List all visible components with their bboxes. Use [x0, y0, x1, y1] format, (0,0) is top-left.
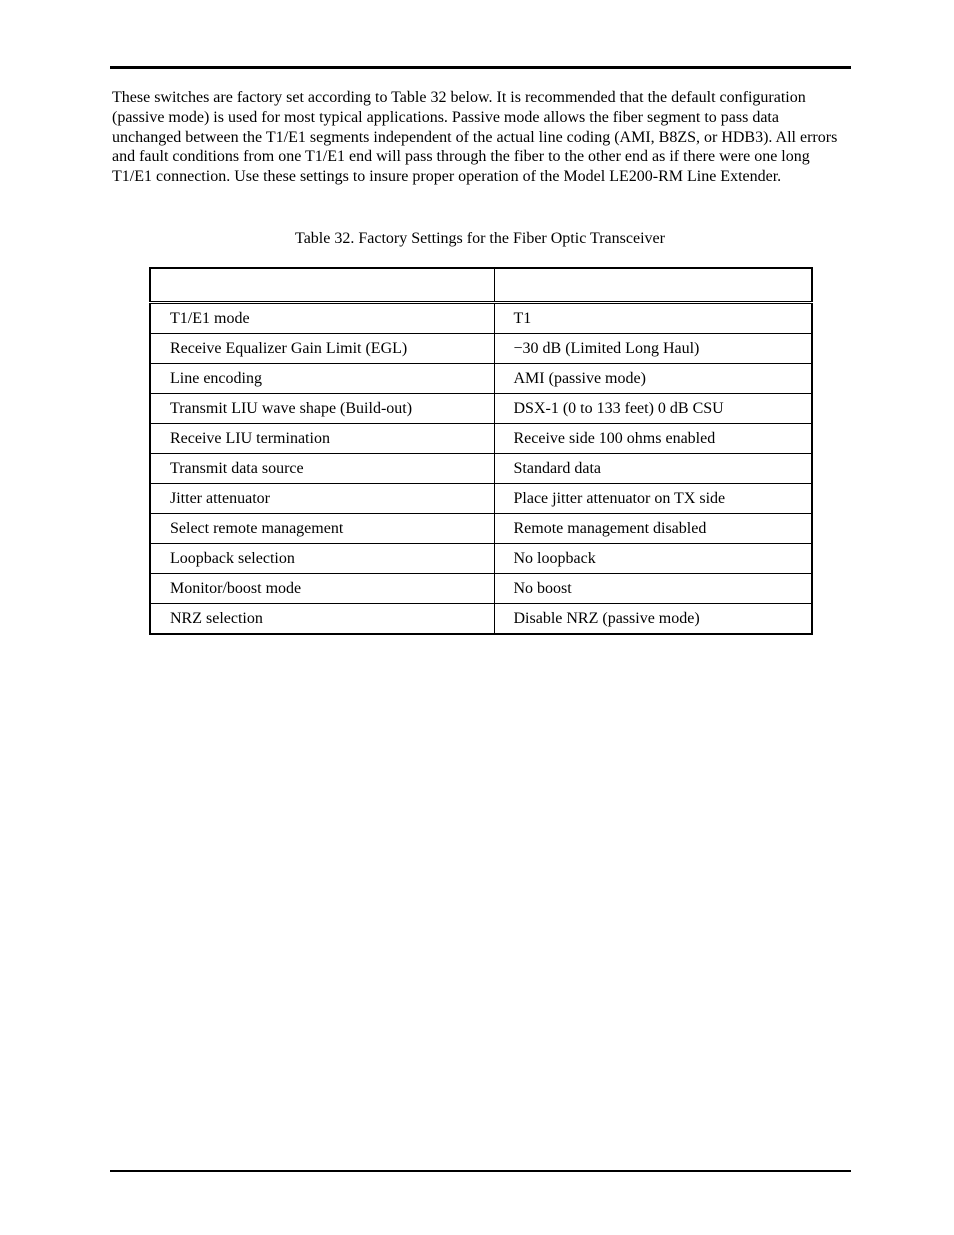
setting-value: −30 dB (Limited Long Haul) [494, 334, 812, 364]
setting-value: No loopback [494, 544, 812, 574]
setting-value: DSX-1 (0 to 133 feet) 0 dB CSU [494, 394, 812, 424]
setting-name: T1/E1 mode [150, 303, 494, 334]
setting-name: Monitor/boost mode [150, 574, 494, 604]
setting-value: Standard data [494, 454, 812, 484]
factory-settings-table [149, 267, 813, 635]
setting-name: NRZ selection [150, 604, 494, 635]
setting-value: AMI (passive mode) [494, 364, 812, 394]
table-row [150, 514, 812, 544]
header-rule [110, 66, 851, 69]
setting-name: Select remote management [150, 514, 494, 544]
setting-name: Transmit data source [150, 454, 494, 484]
setting-value: Remote management disabled [494, 514, 812, 544]
table-row [150, 574, 812, 604]
setting-name: Receive LIU termination [150, 424, 494, 454]
table-caption: Table 32. Factory Settings for the Fiber Optic Transceiver [295, 230, 665, 247]
setting-value: T1 [494, 303, 812, 334]
intro-paragraph: These switches are factory set according to Table 32 below. It is recommended that the default configuration (passive mode) is used for most typical applications. Passive mode allows the fiber segment to pass data unchanged between the T1/E1 segments independent of the actual line coding (AMI, B8ZS, or HDB3). All errors and fault conditions from one T1/E1 end will pass through the fiber to the other end as if there were one long T1/E1 connection. Use these settings to insure proper operation of the Model LE200-RM Line Extender. [112, 89, 838, 186]
header-cell-value [494, 268, 812, 303]
setting-name: Receive Equalizer Gain Limit (EGL) [150, 334, 494, 364]
setting-name: Line encoding [150, 364, 494, 394]
table-row [150, 394, 812, 424]
setting-value: Place jitter attenuator on TX side [494, 484, 812, 514]
table-row [150, 454, 812, 484]
table-row [150, 544, 812, 574]
setting-value: Disable NRZ (passive mode) [494, 604, 812, 635]
table-header-row [150, 268, 812, 303]
setting-name: Jitter attenuator [150, 484, 494, 514]
table-row [150, 604, 812, 635]
header-cell-setting [150, 268, 494, 303]
setting-value: No boost [494, 574, 812, 604]
table-row [150, 484, 812, 514]
table-row [150, 364, 812, 394]
footer-rule [110, 1170, 851, 1172]
table-row [150, 424, 812, 454]
setting-value: Receive side 100 ohms enabled [494, 424, 812, 454]
setting-name: Transmit LIU wave shape (Build-out) [150, 394, 494, 424]
setting-name: Loopback selection [150, 544, 494, 574]
table-row [150, 303, 812, 334]
table-row [150, 334, 812, 364]
